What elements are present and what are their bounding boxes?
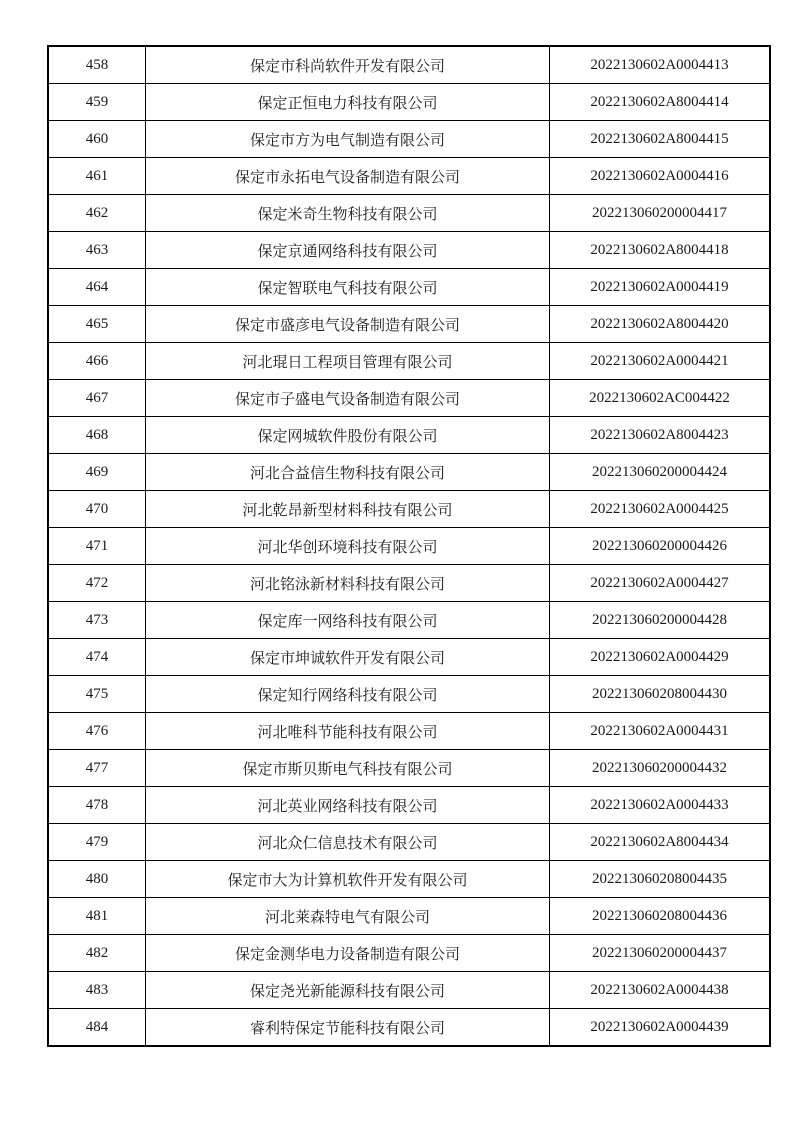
registration-code-cell: 202213060208004436 — [550, 898, 771, 935]
table-row — [48, 528, 770, 565]
registration-code-cell: 2022130602A8004415 — [550, 121, 771, 158]
row-number-cell: 463 — [48, 232, 146, 269]
company-name-cell: 保定尧光新能源科技有限公司 — [146, 972, 550, 1009]
company-name-cell: 保定京通网络科技有限公司 — [146, 232, 550, 269]
table-row — [48, 121, 770, 158]
company-name-cell: 河北莱森特电气有限公司 — [146, 898, 550, 935]
company-name-cell: 保定市永拓电气设备制造有限公司 — [146, 158, 550, 195]
registration-code-cell: 2022130602A8004434 — [550, 824, 771, 861]
table-row — [48, 824, 770, 861]
row-number-cell: 476 — [48, 713, 146, 750]
table-row — [48, 602, 770, 639]
company-name-cell: 保定米奇生物科技有限公司 — [146, 195, 550, 232]
row-number-cell: 473 — [48, 602, 146, 639]
registration-code-cell: 2022130602A0004413 — [550, 46, 771, 84]
company-name-cell: 河北众仁信息技术有限公司 — [146, 824, 550, 861]
registration-code-cell: 2022130602A0004425 — [550, 491, 771, 528]
company-name-cell: 保定市斯贝斯电气科技有限公司 — [146, 750, 550, 787]
table-row — [48, 1009, 770, 1047]
table-row — [48, 195, 770, 232]
row-number-cell: 465 — [48, 306, 146, 343]
company-name-cell: 保定市坤诚软件开发有限公司 — [146, 639, 550, 676]
company-name-cell: 保定金测华电力设备制造有限公司 — [146, 935, 550, 972]
row-number-cell: 483 — [48, 972, 146, 1009]
row-number-cell: 477 — [48, 750, 146, 787]
registration-code-cell: 2022130602A0004429 — [550, 639, 771, 676]
registration-code-cell: 2022130602A0004416 — [550, 158, 771, 195]
row-number-cell: 478 — [48, 787, 146, 824]
table-body — [48, 46, 770, 1046]
registration-code-cell: 202213060208004430 — [550, 676, 771, 713]
row-number-cell: 472 — [48, 565, 146, 602]
row-number-cell: 470 — [48, 491, 146, 528]
company-name-cell: 保定市科尚软件开发有限公司 — [146, 46, 550, 84]
table-row — [48, 454, 770, 491]
registration-code-cell: 2022130602A8004420 — [550, 306, 771, 343]
row-number-cell: 464 — [48, 269, 146, 306]
registration-code-cell: 2022130602A0004433 — [550, 787, 771, 824]
registration-code-cell: 202213060200004417 — [550, 195, 771, 232]
row-number-cell: 468 — [48, 417, 146, 454]
table-row — [48, 269, 770, 306]
registration-code-cell: 2022130602A8004418 — [550, 232, 771, 269]
registration-code-cell: 202213060200004424 — [550, 454, 771, 491]
registration-code-cell: 2022130602A8004414 — [550, 84, 771, 121]
registration-code-cell: 2022130602A0004421 — [550, 343, 771, 380]
row-number-cell: 471 — [48, 528, 146, 565]
company-name-cell: 河北琨日工程项目管理有限公司 — [146, 343, 550, 380]
row-number-cell: 484 — [48, 1009, 146, 1047]
company-name-cell: 保定市子盛电气设备制造有限公司 — [146, 380, 550, 417]
company-name-cell: 保定知行网络科技有限公司 — [146, 676, 550, 713]
company-name-cell: 河北合益信生物科技有限公司 — [146, 454, 550, 491]
company-name-cell: 保定市大为计算机软件开发有限公司 — [146, 861, 550, 898]
registration-code-cell: 2022130602A0004427 — [550, 565, 771, 602]
row-number-cell: 461 — [48, 158, 146, 195]
company-name-cell: 保定正恒电力科技有限公司 — [146, 84, 550, 121]
table-row — [48, 713, 770, 750]
registration-code-cell: 2022130602A8004423 — [550, 417, 771, 454]
row-number-cell: 469 — [48, 454, 146, 491]
table-row — [48, 46, 770, 84]
company-name-cell: 河北铭泳新材料科技有限公司 — [146, 565, 550, 602]
registration-code-cell: 202213060200004437 — [550, 935, 771, 972]
company-name-cell: 河北乾昂新型材料科技有限公司 — [146, 491, 550, 528]
company-name-cell: 河北唯科节能科技有限公司 — [146, 713, 550, 750]
registration-code-cell: 2022130602A0004431 — [550, 713, 771, 750]
row-number-cell: 475 — [48, 676, 146, 713]
row-number-cell: 459 — [48, 84, 146, 121]
company-name-cell: 保定市方为电气制造有限公司 — [146, 121, 550, 158]
table-row — [48, 417, 770, 454]
row-number-cell: 460 — [48, 121, 146, 158]
row-number-cell: 462 — [48, 195, 146, 232]
table-row — [48, 232, 770, 269]
company-name-cell: 河北英业网络科技有限公司 — [146, 787, 550, 824]
registration-code-cell: 2022130602A0004439 — [550, 1009, 771, 1047]
table-row — [48, 491, 770, 528]
registration-code-cell: 202213060200004428 — [550, 602, 771, 639]
registration-code-cell: 2022130602A0004419 — [550, 269, 771, 306]
row-number-cell: 482 — [48, 935, 146, 972]
row-number-cell: 466 — [48, 343, 146, 380]
table-row — [48, 935, 770, 972]
table-row — [48, 676, 770, 713]
table-row — [48, 380, 770, 417]
row-number-cell: 467 — [48, 380, 146, 417]
table-row — [48, 898, 770, 935]
registration-code-cell: 2022130602A0004438 — [550, 972, 771, 1009]
registration-code-cell: 2022130602AC004422 — [550, 380, 771, 417]
company-name-cell: 河北华创环境科技有限公司 — [146, 528, 550, 565]
row-number-cell: 458 — [48, 46, 146, 84]
company-name-cell: 保定市盛彦电气设备制造有限公司 — [146, 306, 550, 343]
table-row — [48, 158, 770, 195]
company-name-cell: 保定库一网络科技有限公司 — [146, 602, 550, 639]
table-row — [48, 787, 770, 824]
table-row — [48, 972, 770, 1009]
company-name-cell: 保定智联电气科技有限公司 — [146, 269, 550, 306]
row-number-cell: 480 — [48, 861, 146, 898]
row-number-cell: 479 — [48, 824, 146, 861]
registration-code-cell: 202213060208004435 — [550, 861, 771, 898]
table-row — [48, 306, 770, 343]
registration-code-cell: 202213060200004432 — [550, 750, 771, 787]
table-row — [48, 861, 770, 898]
company-name-cell: 睿利特保定节能科技有限公司 — [146, 1009, 550, 1047]
company-name-cell: 保定网城软件股份有限公司 — [146, 417, 550, 454]
table-row — [48, 750, 770, 787]
table-row — [48, 565, 770, 602]
registration-code-cell: 202213060200004426 — [550, 528, 771, 565]
table-row — [48, 639, 770, 676]
table-row — [48, 343, 770, 380]
row-number-cell: 474 — [48, 639, 146, 676]
company-registry-table — [47, 45, 771, 1047]
row-number-cell: 481 — [48, 898, 146, 935]
table-row — [48, 84, 770, 121]
